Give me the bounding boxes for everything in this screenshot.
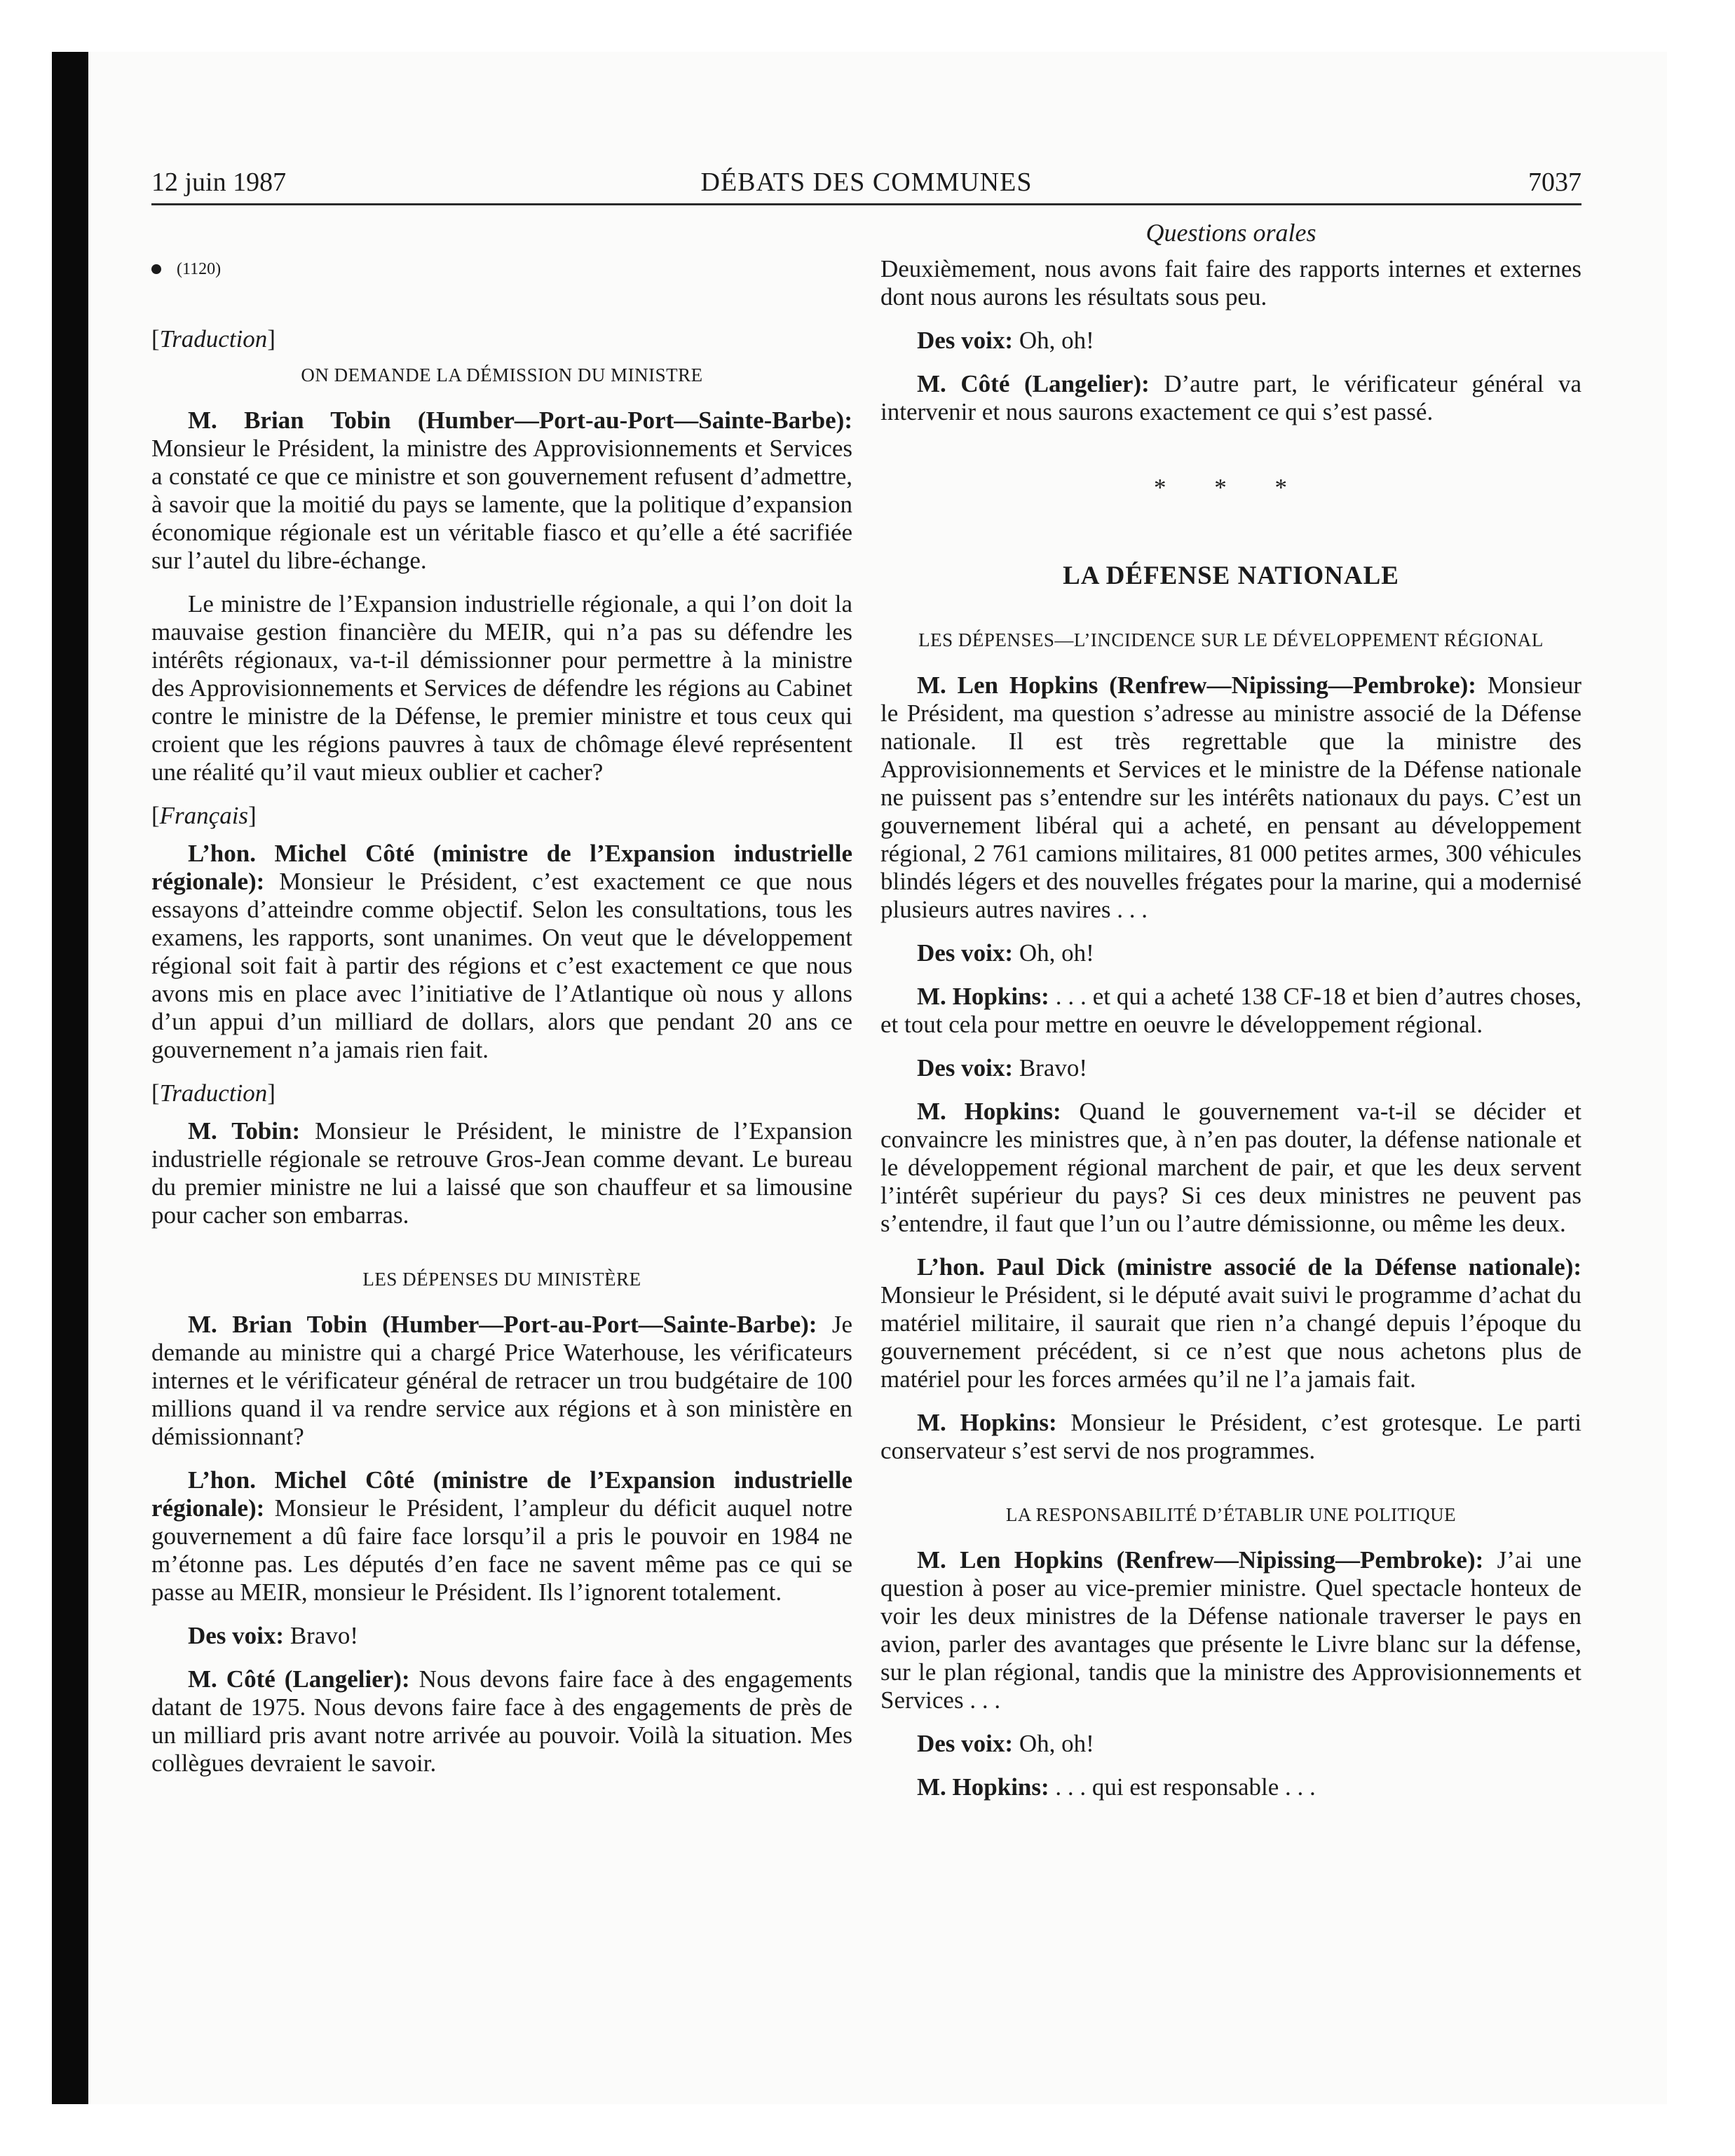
speech-text: Le ministre de l’Expansion industrielle régionale, a qui l’on doit la mauvaise gestion financière du MEIR, qui n’a pas su défendre les intérêts régionaux, va-t-il démissionner pour permettre à la ministre des Approvisionnements et Services de défendre les régions au Cabinet contre le ministre de la Défense, le premier ministre et tous ceux qui croient que les régions pauvres à taux de chômage élevé représentent une réalité qu’il vaut mieux oublier et cacher?: [151, 590, 852, 786]
speaker-name: M. Len Hopkins (Renfrew—Nipissing—Pembroke):: [917, 671, 1476, 699]
speech-paragraph: [880, 1730, 1581, 1758]
speech-text: Monsieur le Président, la ministre des Approvisionnements et Services a constaté ce que ce ministre et son gouvernement refusent d’admettre, à savoir que la moitié du pays se lamente, que la politique d’expansion économique régionale est un véritable fiasco et qu’elle a été sacrifiée sur l’autel du libre-échange.: [151, 435, 852, 574]
speaker-name: M. Hopkins:: [917, 1773, 1049, 1801]
speech-paragraph: [880, 255, 1581, 311]
speech-paragraph: [880, 1054, 1581, 1082]
speech-text: Oh, oh!: [1013, 939, 1094, 967]
speaker-name: M. Tobin:: [188, 1117, 301, 1145]
speech-text: Bravo!: [284, 1622, 359, 1649]
speech-paragraph: [880, 1546, 1581, 1714]
speech-paragraph: [880, 327, 1581, 355]
speech-text: Quand le gouvernement va-t-il se décider et convaincre les ministres que, à n’en pas douter, la défense nationale et le développement régional marchent de pair, et que les deux servent l’intérêt supérieur du pays? Si ces deux ministres ne peuvent pas s’entendre, il faut que l’un ou l’autre démissionne, ou même les deux.: [880, 1098, 1582, 1237]
language-note: [Traduction]: [151, 325, 275, 353]
speech-text: J’ai une question à poser au vice-premier ministre. Quel spectacle honteux de voir les deux ministres de la Défense nationale traverser le pays en avion, parler des avantages que présente le Livre blanc sur la défense, sur le plan régional, tandis que la ministre des Approvisionnements et Services . . .: [880, 1546, 1581, 1714]
speech-paragraph: [151, 840, 852, 1064]
language-note-text: Français: [159, 802, 249, 829]
subheading: LES DÉPENSES DU MINISTÈRE: [362, 1269, 641, 1290]
language-note: [Français]: [151, 802, 257, 829]
time-marker-text: (1120): [177, 260, 222, 278]
right-column: [880, 219, 1581, 1817]
speaker-name: M. Brian Tobin (Humber—Port-au-Port—Sainte-Barbe):: [188, 1311, 817, 1338]
speaker-name: M. Hopkins:: [917, 1409, 1057, 1436]
speaker-name: M. Len Hopkins (Renfrew—Nipissing—Pembroke):: [917, 1546, 1484, 1574]
speech-text: Monsieur le Président, l’ampleur du déficit auquel notre gouvernement a dû faire face lorsqu’il a pris le pouvoir en 1984 ne m’étonne pas. Les députés d’en face ne savent même pas ce qui se passe au MEIR, monsieur le Président. Ils l’ignorent totalement.: [151, 1494, 852, 1606]
speech-text: Oh, oh!: [1013, 1730, 1094, 1757]
speech-text: . . . et qui a acheté 138 CF-18 et bien d’autres choses, et tout cela pour mettre en oeuvre le développement régional.: [880, 983, 1581, 1038]
speech-paragraph: [151, 407, 852, 575]
speech-text: Nous devons faire face à des engagements datant de 1975. Nous devons faire face à des engagements de près de un milliard pris avant notre arrivée au pouvoir. Voilà la situation. Mes collègues devraient le savoir.: [151, 1665, 852, 1777]
bullet-icon: [151, 264, 161, 274]
speaker-name: L’hon. Paul Dick (ministre associé de la Défense nationale):: [917, 1253, 1581, 1281]
speech-paragraph: [880, 1098, 1581, 1238]
speech-text: Deuxièmement, nous avons fait faire des rapports internes et externes dont nous aurons les résultats sous peu.: [880, 255, 1581, 311]
speaker-name: Des voix:: [917, 1054, 1014, 1082]
language-note: [Traduction]: [151, 1079, 275, 1107]
language-note-text: Traduction: [159, 325, 268, 353]
language-note-text: Traduction: [159, 1079, 268, 1107]
speech-paragraph: [151, 1466, 852, 1606]
speech-paragraph: [151, 1665, 852, 1778]
speaker-name: L’hon. Michel Côté (ministre de l’Expansion industrielle régionale):: [151, 840, 852, 895]
header-date: 12 juin 1987: [151, 168, 287, 197]
speech-text: Monsieur le Président, c’est exactement ce que nous essayons d’atteindre comme objectif. Selon les consultations, tous les examens, les rapports, sont unanimes. On veut que le développement régional soit fait à partir des régions et c’est exactement ce que nous avons mis en place avec l’initiative de l’Atlantique où nous y allons d’un appui d’un milliard de dollars, alors que pendant 20 ans ce gouvernement n’a jamais rien fait.: [151, 868, 852, 1063]
running-head: Questions orales: [1145, 219, 1316, 247]
speech-paragraph: [151, 1622, 852, 1650]
speech-text: . . . qui est responsable . . .: [1049, 1773, 1316, 1801]
speaker-name: L’hon. Michel Côté (ministre de l’Expansion industrielle régionale):: [151, 1466, 852, 1522]
subheading: LES DÉPENSES—L’INCIDENCE SUR LE DÉVELOPPEMENT RÉGIONAL: [918, 629, 1544, 650]
speech-paragraph: [880, 983, 1581, 1039]
speech-text: Oh, oh!: [1013, 327, 1094, 354]
subheading: ON DEMANDE LA DÉMISSION DU MINISTRE: [301, 364, 703, 386]
speech-text: Monsieur le Président, ma question s’adresse au ministre associé de la Défense nationale. Il est très regrettable que la ministre des Approvisionnements et Services et le ministre de la Défense nationale ne puissent pas s’entendre sur les intérêts nationaux du pays. C’est un gouvernement libéral qui a acheté, en pensant au développement régional, 2 761 camions militaires, 81 000 petites armes, 300 véhicules blindés légers et des nouvelles frégates pour la marine, qui a modernisé plusieurs autres navires . . .: [880, 671, 1582, 923]
speech-paragraph: [151, 1117, 852, 1229]
speech-paragraph: [151, 590, 852, 786]
time-marker: [151, 255, 852, 283]
speech-paragraph: [880, 370, 1581, 426]
speech-text: Monsieur le Président, c’est grotesque. Le parti conservateur s’est servi de nos programmes.: [880, 1409, 1581, 1464]
speech-paragraph: [880, 1409, 1581, 1465]
speaker-name: M. Côté (Langelier):: [917, 370, 1150, 397]
section-separator: * * *: [1154, 474, 1308, 501]
speech-paragraph: [880, 939, 1581, 967]
left-column: [151, 219, 852, 1793]
scan-edge-bar: [52, 52, 88, 2104]
speech-text: D’autre part, le vérificateur général va intervenir et nous saurons exactement ce qui s’est passé.: [880, 370, 1581, 425]
speech-text: Bravo!: [1013, 1054, 1088, 1082]
page-header: [151, 167, 1581, 205]
speaker-name: M. Brian Tobin (Humber—Port-au-Port—Sainte-Barbe):: [188, 407, 852, 434]
speaker-name: M. Hopkins:: [917, 983, 1049, 1010]
header-title: DÉBATS DES COMMUNES: [700, 168, 1033, 197]
subheading: LA RESPONSABILITÉ D’ÉTABLIR UNE POLITIQUE: [1005, 1504, 1457, 1525]
speaker-name: Des voix:: [917, 939, 1014, 967]
speaker-name: Des voix:: [917, 327, 1014, 354]
speech-text: Je demande au ministre qui a chargé Price Waterhouse, les vérificateurs internes et le vérificateur général de retracer un trou budgétaire de 100 millions quand il va rendre service aux régions et à son ministère en démissionnant?: [151, 1311, 852, 1450]
speech-text: Monsieur le Président, si le député avait suivi le programme d’achat du matériel militaire, il saurait que rien n’a changé depuis l’époque du gouvernement précédent, si ce n’est que nous achetons plus de matériel pour les forces armées qu’il ne l’a jamais fait.: [880, 1281, 1581, 1393]
section-heading: LA DÉFENSE NATIONALE: [1063, 561, 1399, 590]
speaker-name: Des voix:: [188, 1622, 285, 1649]
header-page-number: 7037: [1528, 168, 1581, 197]
speech-paragraph: [880, 1773, 1581, 1801]
speech-text: Monsieur le Président, le ministre de l’Expansion industrielle régionale se retrouve Gros-Jean comme devant. Le bureau du premier ministre ne lui a laissé que son chauffeur et sa limousine pour cacher son embarras.: [151, 1117, 852, 1229]
speech-paragraph: [151, 1311, 852, 1451]
speaker-name: Des voix:: [917, 1730, 1014, 1757]
speaker-name: M. Côté (Langelier):: [188, 1665, 410, 1693]
speech-paragraph: [880, 1253, 1581, 1393]
speech-paragraph: [880, 671, 1581, 924]
speaker-name: M. Hopkins:: [917, 1098, 1061, 1125]
